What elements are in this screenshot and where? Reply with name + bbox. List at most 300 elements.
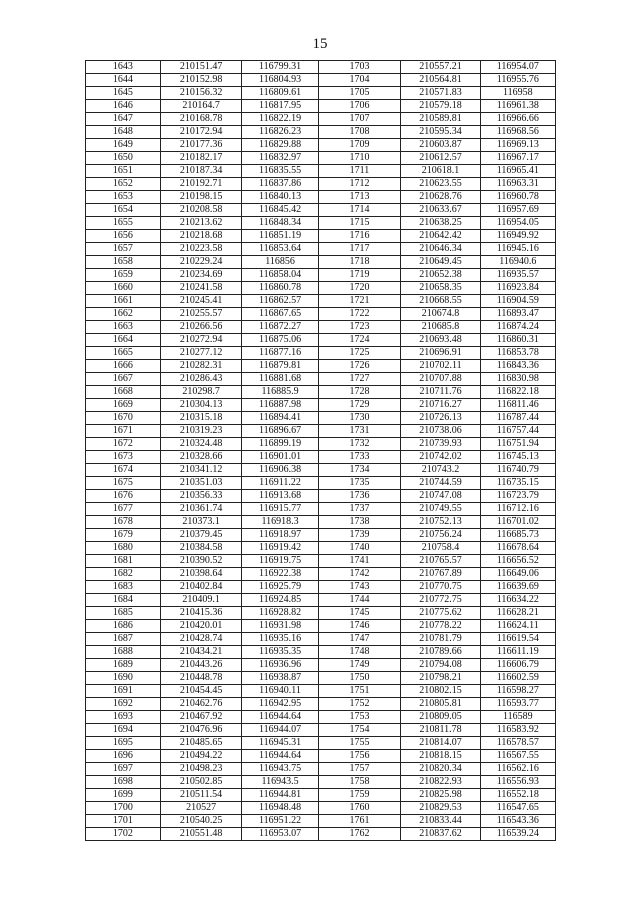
y-coordinate-cell: 116936.96 bbox=[242, 659, 318, 672]
point-number-cell: 1721 bbox=[318, 295, 401, 308]
y-coordinate-cell: 116922.38 bbox=[242, 568, 318, 581]
table-row bbox=[86, 594, 556, 607]
x-coordinate-cell: 210794.08 bbox=[401, 659, 480, 672]
point-number-cell: 1667 bbox=[86, 373, 161, 386]
point-number-cell: 1732 bbox=[318, 438, 401, 451]
y-coordinate-cell: 116875.06 bbox=[242, 334, 318, 347]
table-row bbox=[86, 243, 556, 256]
y-coordinate-cell: 116811.46 bbox=[480, 399, 555, 412]
table-row bbox=[86, 230, 556, 243]
table-row bbox=[86, 607, 556, 620]
point-number-cell: 1753 bbox=[318, 711, 401, 724]
x-coordinate-cell: 210177.36 bbox=[160, 139, 242, 152]
point-number-cell: 1665 bbox=[86, 347, 161, 360]
x-coordinate-cell: 210511.54 bbox=[160, 789, 242, 802]
table-row bbox=[86, 503, 556, 516]
x-coordinate-cell: 210304.13 bbox=[160, 399, 242, 412]
y-coordinate-cell: 116925.79 bbox=[242, 581, 318, 594]
point-number-cell: 1738 bbox=[318, 516, 401, 529]
page-number: 15 bbox=[312, 36, 328, 52]
point-number-cell: 1698 bbox=[86, 776, 161, 789]
table-row bbox=[86, 74, 556, 87]
point-number-cell: 1741 bbox=[318, 555, 401, 568]
y-coordinate-cell: 116948.48 bbox=[242, 802, 318, 815]
y-coordinate-cell: 116602.59 bbox=[480, 672, 555, 685]
x-coordinate-cell: 210589.81 bbox=[401, 113, 480, 126]
y-coordinate-cell: 116832.97 bbox=[242, 152, 318, 165]
x-coordinate-cell: 210286.43 bbox=[160, 373, 242, 386]
x-coordinate-cell: 210485.65 bbox=[160, 737, 242, 750]
point-number-cell: 1729 bbox=[318, 399, 401, 412]
table-row bbox=[86, 542, 556, 555]
x-coordinate-cell: 210498.23 bbox=[160, 763, 242, 776]
x-coordinate-cell: 210187.34 bbox=[160, 165, 242, 178]
point-number-cell: 1743 bbox=[318, 581, 401, 594]
point-number-cell: 1716 bbox=[318, 230, 401, 243]
table-row bbox=[86, 763, 556, 776]
point-number-cell: 1674 bbox=[86, 464, 161, 477]
point-number-cell: 1740 bbox=[318, 542, 401, 555]
y-coordinate-cell: 116899.19 bbox=[242, 438, 318, 451]
y-coordinate-cell: 116966.66 bbox=[480, 113, 555, 126]
point-number-cell: 1647 bbox=[86, 113, 161, 126]
x-coordinate-cell: 210373.1 bbox=[160, 516, 242, 529]
y-coordinate-cell: 116961.38 bbox=[480, 100, 555, 113]
x-coordinate-cell: 210384.58 bbox=[160, 542, 242, 555]
y-coordinate-cell: 116685.73 bbox=[480, 529, 555, 542]
point-number-cell: 1752 bbox=[318, 698, 401, 711]
table-row bbox=[86, 191, 556, 204]
point-number-cell: 1754 bbox=[318, 724, 401, 737]
point-number-cell: 1737 bbox=[318, 503, 401, 516]
x-coordinate-cell: 210540.25 bbox=[160, 815, 242, 828]
y-coordinate-cell: 116945.16 bbox=[480, 243, 555, 256]
x-coordinate-cell: 210361.74 bbox=[160, 503, 242, 516]
point-number-cell: 1746 bbox=[318, 620, 401, 633]
y-coordinate-cell: 116804.93 bbox=[242, 74, 318, 87]
table-row bbox=[86, 347, 556, 360]
point-number-cell: 1744 bbox=[318, 594, 401, 607]
x-coordinate-cell: 210502.85 bbox=[160, 776, 242, 789]
y-coordinate-cell: 116860.78 bbox=[242, 282, 318, 295]
x-coordinate-cell: 210341.12 bbox=[160, 464, 242, 477]
y-coordinate-cell: 116856 bbox=[242, 256, 318, 269]
x-coordinate-cell: 210778.22 bbox=[401, 620, 480, 633]
point-number-cell: 1695 bbox=[86, 737, 161, 750]
x-coordinate-cell: 210245.41 bbox=[160, 295, 242, 308]
point-number-cell: 1739 bbox=[318, 529, 401, 542]
y-coordinate-cell: 116874.24 bbox=[480, 321, 555, 334]
y-coordinate-cell: 116567.55 bbox=[480, 750, 555, 763]
x-coordinate-cell: 210557.21 bbox=[401, 61, 480, 74]
y-coordinate-cell: 116954.07 bbox=[480, 61, 555, 74]
x-coordinate-cell: 210208.58 bbox=[160, 204, 242, 217]
x-coordinate-cell: 210693.48 bbox=[401, 334, 480, 347]
point-number-cell: 1650 bbox=[86, 152, 161, 165]
point-number-cell: 1742 bbox=[318, 568, 401, 581]
y-coordinate-cell: 116963.31 bbox=[480, 178, 555, 191]
point-number-cell: 1725 bbox=[318, 347, 401, 360]
point-number-cell: 1668 bbox=[86, 386, 161, 399]
x-coordinate-cell: 210747.08 bbox=[401, 490, 480, 503]
y-coordinate-cell: 116935.16 bbox=[242, 633, 318, 646]
point-number-cell: 1670 bbox=[86, 412, 161, 425]
point-number-cell: 1690 bbox=[86, 672, 161, 685]
x-coordinate-cell: 210494.22 bbox=[160, 750, 242, 763]
y-coordinate-cell: 116562.16 bbox=[480, 763, 555, 776]
point-number-cell: 1660 bbox=[86, 282, 161, 295]
x-coordinate-cell: 210415.36 bbox=[160, 607, 242, 620]
x-coordinate-cell: 210182.17 bbox=[160, 152, 242, 165]
point-number-cell: 1708 bbox=[318, 126, 401, 139]
x-coordinate-cell: 210172.94 bbox=[160, 126, 242, 139]
y-coordinate-cell: 116611.19 bbox=[480, 646, 555, 659]
point-number-cell: 1713 bbox=[318, 191, 401, 204]
point-number-cell: 1719 bbox=[318, 269, 401, 282]
y-coordinate-cell: 116960.78 bbox=[480, 191, 555, 204]
y-coordinate-cell: 116915.77 bbox=[242, 503, 318, 516]
x-coordinate-cell: 210652.38 bbox=[401, 269, 480, 282]
y-coordinate-cell: 116634.22 bbox=[480, 594, 555, 607]
point-number-cell: 1651 bbox=[86, 165, 161, 178]
point-number-cell: 1655 bbox=[86, 217, 161, 230]
y-coordinate-cell: 116723.79 bbox=[480, 490, 555, 503]
x-coordinate-cell: 210443.26 bbox=[160, 659, 242, 672]
x-coordinate-cell: 210668.55 bbox=[401, 295, 480, 308]
point-number-cell: 1709 bbox=[318, 139, 401, 152]
x-coordinate-cell: 210837.62 bbox=[401, 828, 480, 841]
point-number-cell: 1685 bbox=[86, 607, 161, 620]
y-coordinate-cell: 116968.56 bbox=[480, 126, 555, 139]
point-number-cell: 1664 bbox=[86, 334, 161, 347]
y-coordinate-cell: 116867.65 bbox=[242, 308, 318, 321]
y-coordinate-cell: 116965.41 bbox=[480, 165, 555, 178]
x-coordinate-cell: 210758.4 bbox=[401, 542, 480, 555]
table-row bbox=[86, 581, 556, 594]
table-row bbox=[86, 373, 556, 386]
y-coordinate-cell: 116940.11 bbox=[242, 685, 318, 698]
point-number-cell: 1669 bbox=[86, 399, 161, 412]
point-number-cell: 1694 bbox=[86, 724, 161, 737]
table-row bbox=[86, 126, 556, 139]
x-coordinate-cell: 210711.76 bbox=[401, 386, 480, 399]
x-coordinate-cell: 210772.75 bbox=[401, 594, 480, 607]
y-coordinate-cell: 116593.77 bbox=[480, 698, 555, 711]
x-coordinate-cell: 210618.1 bbox=[401, 165, 480, 178]
table-row bbox=[86, 815, 556, 828]
y-coordinate-cell: 116598.27 bbox=[480, 685, 555, 698]
point-number-cell: 1661 bbox=[86, 295, 161, 308]
point-number-cell: 1710 bbox=[318, 152, 401, 165]
table-row bbox=[86, 698, 556, 711]
x-coordinate-cell: 210781.79 bbox=[401, 633, 480, 646]
y-coordinate-cell: 116624.11 bbox=[480, 620, 555, 633]
point-number-cell: 1672 bbox=[86, 438, 161, 451]
point-number-cell: 1745 bbox=[318, 607, 401, 620]
point-number-cell: 1688 bbox=[86, 646, 161, 659]
y-coordinate-cell: 116944.64 bbox=[242, 750, 318, 763]
y-coordinate-cell: 116543.36 bbox=[480, 815, 555, 828]
y-coordinate-cell: 116918.97 bbox=[242, 529, 318, 542]
y-coordinate-cell: 116928.82 bbox=[242, 607, 318, 620]
y-coordinate-cell: 116829.88 bbox=[242, 139, 318, 152]
y-coordinate-cell: 116809.61 bbox=[242, 87, 318, 100]
table-row bbox=[86, 178, 556, 191]
y-coordinate-cell: 116851.19 bbox=[242, 230, 318, 243]
point-number-cell: 1758 bbox=[318, 776, 401, 789]
x-coordinate-cell: 210638.25 bbox=[401, 217, 480, 230]
point-number-cell: 1735 bbox=[318, 477, 401, 490]
x-coordinate-cell: 210649.45 bbox=[401, 256, 480, 269]
x-coordinate-cell: 210298.7 bbox=[160, 386, 242, 399]
y-coordinate-cell: 116967.17 bbox=[480, 152, 555, 165]
x-coordinate-cell: 210315.18 bbox=[160, 412, 242, 425]
x-coordinate-cell: 210811.78 bbox=[401, 724, 480, 737]
y-coordinate-cell: 116848.34 bbox=[242, 217, 318, 230]
x-coordinate-cell: 210379.45 bbox=[160, 529, 242, 542]
point-number-cell: 1662 bbox=[86, 308, 161, 321]
x-coordinate-cell: 210164.7 bbox=[160, 100, 242, 113]
x-coordinate-cell: 210428.74 bbox=[160, 633, 242, 646]
table-row bbox=[86, 113, 556, 126]
point-number-cell: 1715 bbox=[318, 217, 401, 230]
y-coordinate-cell: 116924.85 bbox=[242, 594, 318, 607]
x-coordinate-cell: 210356.33 bbox=[160, 490, 242, 503]
point-number-cell: 1726 bbox=[318, 360, 401, 373]
table-row bbox=[86, 412, 556, 425]
table-row bbox=[86, 425, 556, 438]
table-row bbox=[86, 568, 556, 581]
x-coordinate-cell: 210448.78 bbox=[160, 672, 242, 685]
point-number-cell: 1646 bbox=[86, 100, 161, 113]
y-coordinate-cell: 116862.57 bbox=[242, 295, 318, 308]
x-coordinate-cell: 210454.45 bbox=[160, 685, 242, 698]
x-coordinate-cell: 210527 bbox=[160, 802, 242, 815]
y-coordinate-cell: 116911.22 bbox=[242, 477, 318, 490]
point-number-cell: 1727 bbox=[318, 373, 401, 386]
y-coordinate-cell: 116757.44 bbox=[480, 425, 555, 438]
point-number-cell: 1697 bbox=[86, 763, 161, 776]
y-coordinate-cell: 116751.94 bbox=[480, 438, 555, 451]
table-row bbox=[86, 646, 556, 659]
y-coordinate-cell: 116799.31 bbox=[242, 61, 318, 74]
point-number-cell: 1749 bbox=[318, 659, 401, 672]
x-coordinate-cell: 210822.93 bbox=[401, 776, 480, 789]
x-coordinate-cell: 210595.34 bbox=[401, 126, 480, 139]
x-coordinate-cell: 210756.24 bbox=[401, 529, 480, 542]
point-number-cell: 1724 bbox=[318, 334, 401, 347]
x-coordinate-cell: 210696.91 bbox=[401, 347, 480, 360]
y-coordinate-cell: 116787.44 bbox=[480, 412, 555, 425]
table-row bbox=[86, 100, 556, 113]
point-number-cell: 1699 bbox=[86, 789, 161, 802]
y-coordinate-cell: 116938.87 bbox=[242, 672, 318, 685]
x-coordinate-cell: 210151.47 bbox=[160, 61, 242, 74]
point-number-cell: 1679 bbox=[86, 529, 161, 542]
x-coordinate-cell: 210743.2 bbox=[401, 464, 480, 477]
point-number-cell: 1686 bbox=[86, 620, 161, 633]
x-coordinate-cell: 210434.21 bbox=[160, 646, 242, 659]
y-coordinate-cell: 116840.13 bbox=[242, 191, 318, 204]
table-row bbox=[86, 321, 556, 334]
x-coordinate-cell: 210818.15 bbox=[401, 750, 480, 763]
x-coordinate-cell: 210351.03 bbox=[160, 477, 242, 490]
y-coordinate-cell: 116830.98 bbox=[480, 373, 555, 386]
point-number-cell: 1657 bbox=[86, 243, 161, 256]
x-coordinate-cell: 210646.34 bbox=[401, 243, 480, 256]
y-coordinate-cell: 116649.06 bbox=[480, 568, 555, 581]
point-number-cell: 1644 bbox=[86, 74, 161, 87]
table-row bbox=[86, 750, 556, 763]
x-coordinate-cell: 210765.57 bbox=[401, 555, 480, 568]
y-coordinate-cell: 116872.27 bbox=[242, 321, 318, 334]
y-coordinate-cell: 116845.42 bbox=[242, 204, 318, 217]
x-coordinate-cell: 210213.62 bbox=[160, 217, 242, 230]
x-coordinate-cell: 210255.57 bbox=[160, 308, 242, 321]
y-coordinate-cell: 116860.31 bbox=[480, 334, 555, 347]
y-coordinate-cell: 116628.21 bbox=[480, 607, 555, 620]
x-coordinate-cell: 210742.02 bbox=[401, 451, 480, 464]
y-coordinate-cell: 116923.84 bbox=[480, 282, 555, 295]
x-coordinate-cell: 210272.94 bbox=[160, 334, 242, 347]
x-coordinate-cell: 210814.07 bbox=[401, 737, 480, 750]
y-coordinate-cell: 116843.36 bbox=[480, 360, 555, 373]
point-number-cell: 1750 bbox=[318, 672, 401, 685]
table-row bbox=[86, 256, 556, 269]
table-row bbox=[86, 438, 556, 451]
table-row bbox=[86, 659, 556, 672]
point-number-cell: 1653 bbox=[86, 191, 161, 204]
point-number-cell: 1734 bbox=[318, 464, 401, 477]
x-coordinate-cell: 210409.1 bbox=[160, 594, 242, 607]
x-coordinate-cell: 210420.01 bbox=[160, 620, 242, 633]
y-coordinate-cell: 116539.24 bbox=[480, 828, 555, 841]
point-number-cell: 1747 bbox=[318, 633, 401, 646]
y-coordinate-cell: 116894.41 bbox=[242, 412, 318, 425]
table-row bbox=[86, 308, 556, 321]
point-number-cell: 1696 bbox=[86, 750, 161, 763]
x-coordinate-cell: 210805.81 bbox=[401, 698, 480, 711]
x-coordinate-cell: 210564.81 bbox=[401, 74, 480, 87]
point-number-cell: 1684 bbox=[86, 594, 161, 607]
point-number-cell: 1702 bbox=[86, 828, 161, 841]
y-coordinate-cell: 116896.67 bbox=[242, 425, 318, 438]
point-number-cell: 1666 bbox=[86, 360, 161, 373]
point-number-cell: 1663 bbox=[86, 321, 161, 334]
x-coordinate-cell: 210192.71 bbox=[160, 178, 242, 191]
point-number-cell: 1714 bbox=[318, 204, 401, 217]
table-row bbox=[86, 529, 556, 542]
x-coordinate-cell: 210234.69 bbox=[160, 269, 242, 282]
point-number-cell: 1687 bbox=[86, 633, 161, 646]
x-coordinate-cell: 210168.78 bbox=[160, 113, 242, 126]
point-number-cell: 1720 bbox=[318, 282, 401, 295]
x-coordinate-cell: 210789.66 bbox=[401, 646, 480, 659]
x-coordinate-cell: 210229.24 bbox=[160, 256, 242, 269]
x-coordinate-cell: 210820.34 bbox=[401, 763, 480, 776]
x-coordinate-cell: 210685.8 bbox=[401, 321, 480, 334]
table-row bbox=[86, 334, 556, 347]
x-coordinate-cell: 210390.52 bbox=[160, 555, 242, 568]
y-coordinate-cell: 116954.05 bbox=[480, 217, 555, 230]
x-coordinate-cell: 210674.8 bbox=[401, 308, 480, 321]
point-number-cell: 1762 bbox=[318, 828, 401, 841]
table-row bbox=[86, 828, 556, 841]
y-coordinate-cell: 116853.78 bbox=[480, 347, 555, 360]
y-coordinate-cell: 116904.59 bbox=[480, 295, 555, 308]
x-coordinate-cell: 210707.88 bbox=[401, 373, 480, 386]
y-coordinate-cell: 116556.93 bbox=[480, 776, 555, 789]
y-coordinate-cell: 116944.07 bbox=[242, 724, 318, 737]
point-number-cell: 1693 bbox=[86, 711, 161, 724]
table-row bbox=[86, 360, 556, 373]
x-coordinate-cell: 210402.84 bbox=[160, 581, 242, 594]
y-coordinate-cell: 116745.13 bbox=[480, 451, 555, 464]
y-coordinate-cell: 116822.18 bbox=[480, 386, 555, 399]
x-coordinate-cell: 210324.48 bbox=[160, 438, 242, 451]
x-coordinate-cell: 210716.27 bbox=[401, 399, 480, 412]
point-number-cell: 1712 bbox=[318, 178, 401, 191]
point-number-cell: 1671 bbox=[86, 425, 161, 438]
y-coordinate-cell: 116955.76 bbox=[480, 74, 555, 87]
y-coordinate-cell: 116735.15 bbox=[480, 477, 555, 490]
point-number-cell: 1659 bbox=[86, 269, 161, 282]
y-coordinate-cell: 116951.22 bbox=[242, 815, 318, 828]
y-coordinate-cell: 116944.81 bbox=[242, 789, 318, 802]
y-coordinate-cell: 116678.64 bbox=[480, 542, 555, 555]
y-coordinate-cell: 116712.16 bbox=[480, 503, 555, 516]
y-coordinate-cell: 116919.42 bbox=[242, 542, 318, 555]
table-row bbox=[86, 282, 556, 295]
x-coordinate-cell: 210702.11 bbox=[401, 360, 480, 373]
y-coordinate-cell: 116817.95 bbox=[242, 100, 318, 113]
y-coordinate-cell: 116957.69 bbox=[480, 204, 555, 217]
y-coordinate-cell: 116953.07 bbox=[242, 828, 318, 841]
x-coordinate-cell: 210266.56 bbox=[160, 321, 242, 334]
table-row bbox=[86, 269, 556, 282]
table-row bbox=[86, 516, 556, 529]
x-coordinate-cell: 210825.98 bbox=[401, 789, 480, 802]
x-coordinate-cell: 210319.23 bbox=[160, 425, 242, 438]
y-coordinate-cell: 116940.6 bbox=[480, 256, 555, 269]
point-number-cell: 1707 bbox=[318, 113, 401, 126]
x-coordinate-cell: 210628.76 bbox=[401, 191, 480, 204]
point-number-cell: 1728 bbox=[318, 386, 401, 399]
point-number-cell: 1680 bbox=[86, 542, 161, 555]
y-coordinate-cell: 116893.47 bbox=[480, 308, 555, 321]
x-coordinate-cell: 210462.76 bbox=[160, 698, 242, 711]
x-coordinate-cell: 210623.55 bbox=[401, 178, 480, 191]
x-coordinate-cell: 210658.35 bbox=[401, 282, 480, 295]
x-coordinate-cell: 210603.87 bbox=[401, 139, 480, 152]
y-coordinate-cell: 116944.64 bbox=[242, 711, 318, 724]
point-number-cell: 1736 bbox=[318, 490, 401, 503]
y-coordinate-cell: 116887.98 bbox=[242, 399, 318, 412]
point-number-cell: 1711 bbox=[318, 165, 401, 178]
y-coordinate-cell: 116935.35 bbox=[242, 646, 318, 659]
y-coordinate-cell: 116958 bbox=[480, 87, 555, 100]
point-number-cell: 1755 bbox=[318, 737, 401, 750]
x-coordinate-cell: 210726.13 bbox=[401, 412, 480, 425]
point-number-cell: 1676 bbox=[86, 490, 161, 503]
table-row bbox=[86, 217, 556, 230]
point-number-cell: 1723 bbox=[318, 321, 401, 334]
y-coordinate-cell: 116701.02 bbox=[480, 516, 555, 529]
point-number-cell: 1652 bbox=[86, 178, 161, 191]
y-coordinate-cell: 116881.68 bbox=[242, 373, 318, 386]
point-number-cell: 1718 bbox=[318, 256, 401, 269]
table-row bbox=[86, 295, 556, 308]
